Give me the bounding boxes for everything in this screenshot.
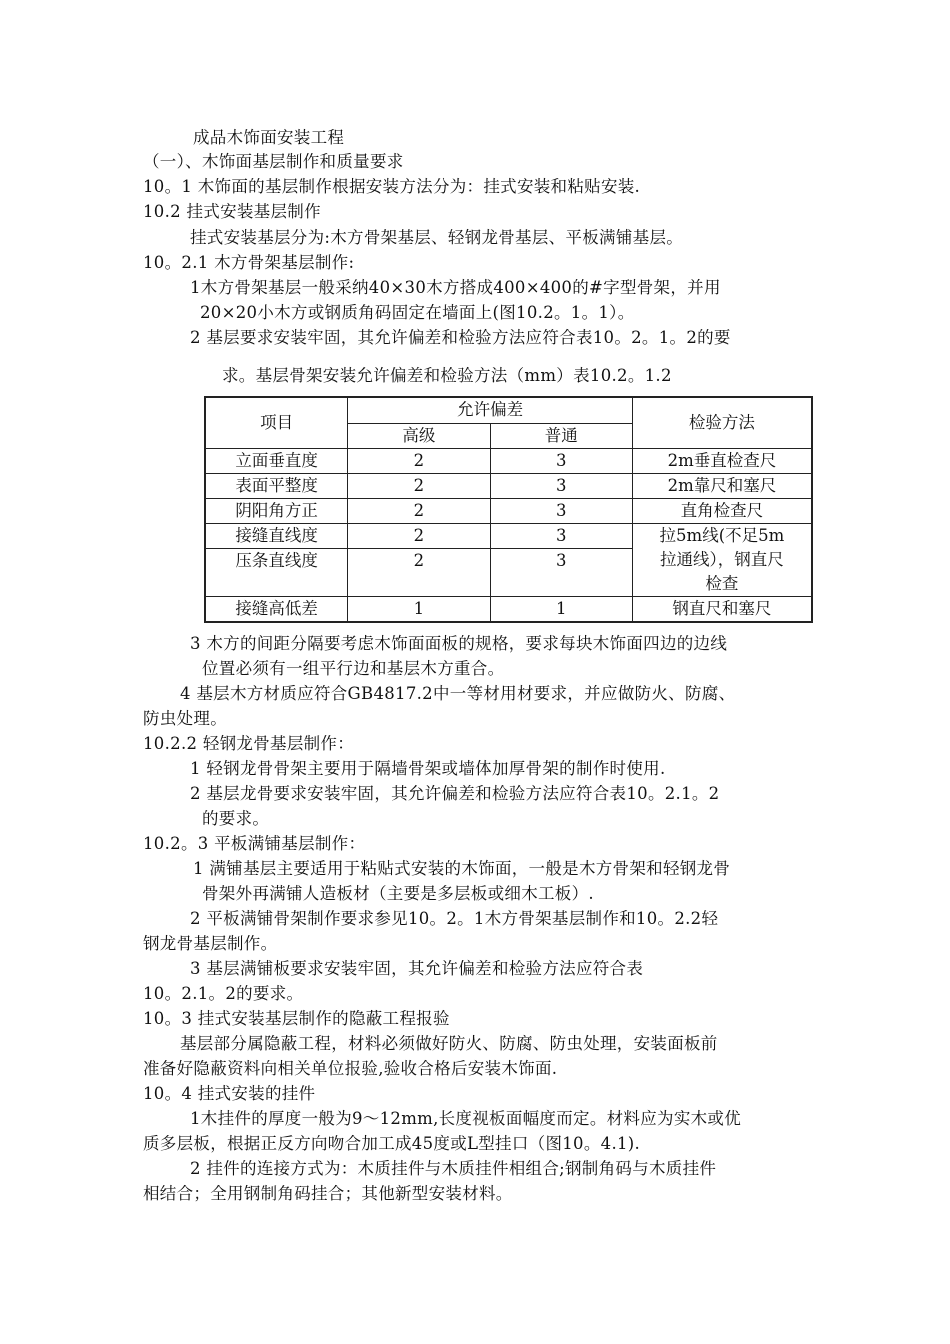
table-header-normal: 普通: [490, 423, 632, 448]
table-row: [205, 596, 812, 622]
table-cell-method: 2m靠尺和塞尺: [632, 473, 812, 498]
tolerance-table: [204, 396, 813, 623]
table-cell-method: 2m垂直检查尺: [632, 448, 812, 473]
table-header-item: 项目: [205, 397, 348, 448]
table-row: [205, 498, 812, 523]
table-header-high: 高级: [348, 423, 490, 448]
paragraph-line: 3 木方的间距分隔要考虑木饰面面板的规格，要求每块木饰面四边的边线: [190, 634, 728, 653]
table-cell-item: 压条直线度: [205, 548, 348, 596]
table-cell-normal: 3: [490, 498, 632, 523]
paragraph-line: 1木方骨架基层一般采纳40×30木方搭成400×400的#字型骨架，并用: [190, 278, 721, 297]
paragraph-line: 10。1 木饰面的基层制作根据安装方法分为：挂式安装和粘贴安装.: [143, 177, 641, 196]
paragraph-line: 10.2.2 轻钢龙骨基层制作：: [143, 734, 355, 753]
table-cell-high: 2: [348, 523, 490, 548]
paragraph-line: 2 平板满铺骨架制作要求参见10。2。1木方骨架基层制作和10。2.2轻: [190, 909, 719, 928]
table-cell-high: 1: [348, 596, 490, 622]
paragraph-line: 10.2 挂式安装基层制作: [143, 202, 321, 221]
table-cell-method: 直角检查尺: [632, 498, 812, 523]
table-header-method: 检验方法: [632, 397, 812, 448]
table-cell-method: 钢直尺和塞尺: [632, 596, 812, 622]
paragraph-line: 20×20小木方或钢质角码固定在墙面上(图10.2。1。1）。: [200, 303, 635, 322]
paragraph-line: 挂式安装基层分为:木方骨架基层、轻钢龙骨基层、平板满铺基层。: [190, 228, 684, 247]
table-row: [205, 448, 812, 473]
document-title: 成品木饰面安装工程: [193, 128, 345, 147]
paragraph-line: 质多层板，根据正反方向吻合加工成45度或L型挂口（图10。4.1).: [143, 1134, 641, 1153]
table-cell-item: 表面平整度: [205, 473, 348, 498]
table-caption: 求。基层骨架安装允许偏差和检验方法（mm）表10.2。1.2: [222, 366, 672, 385]
table-cell-method-merged: [632, 523, 812, 596]
paragraph-line: 10。4 挂式安装的挂件: [143, 1084, 316, 1103]
paragraph-line: 1 轻钢龙骨骨架主要用于隔墙骨架或墙体加厚骨架的制作时使用.: [190, 759, 666, 778]
table-cell-item: 接缝直线度: [205, 523, 348, 548]
paragraph-line: 的要求。: [202, 809, 270, 828]
paragraph-line: 10。3 挂式安装基层制作的隐蔽工程报验: [143, 1009, 450, 1028]
table-header-tolerance: 允许偏差: [348, 397, 633, 423]
paragraph-line: 3 基层满铺板要求安装牢固，其允许偏差和检验方法应符合表: [190, 959, 644, 978]
paragraph-line: 位置必须有一组平行边和基层木方重合。: [202, 659, 505, 678]
paragraph-line: 防虫处理。: [143, 709, 227, 728]
table-cell-high: 2: [348, 473, 490, 498]
paragraph-line: 10。2.1 木方骨架基层制作:: [143, 253, 355, 272]
table-cell-high: 2: [348, 498, 490, 523]
table-cell-item: 阴阳角方正: [205, 498, 348, 523]
table-cell-item: 立面垂直度: [205, 448, 348, 473]
paragraph-line: 2 基层要求安装牢固，其允许偏差和检验方法应符合表10。2。1。2的要: [190, 328, 731, 347]
paragraph-line: 骨架外再满铺人造板材（主要是多层板或细木工板）.: [202, 884, 594, 903]
table-cell-normal: 3: [490, 548, 632, 596]
paragraph-line: 2 基层龙骨要求安装牢固，其允许偏差和检验方法应符合表10。2.1。2: [190, 784, 720, 803]
merged-method-line: 拉通线），钢直尺: [660, 549, 784, 569]
merged-method-line: 检查: [705, 573, 739, 593]
paragraph-line: 基层部分属隐蔽工程，材料必须做好防火、防腐、防虫处理，安装面板前: [180, 1034, 718, 1053]
table-cell-normal: 3: [490, 523, 632, 548]
table-cell-normal: 3: [490, 473, 632, 498]
paragraph-line: 10.2。3 平板满铺基层制作：: [143, 834, 366, 853]
paragraph-line: 钢龙骨基层制作。: [143, 934, 278, 953]
table-cell-normal: 3: [490, 448, 632, 473]
table-row: [205, 473, 812, 498]
merged-method-line: 拉5m线(不足5m: [659, 525, 785, 545]
paragraph-line: 相结合；全用钢制角码挂合；其他新型安装材料。: [143, 1184, 513, 1203]
paragraph-line: 10。2.1。2的要求。: [143, 984, 304, 1003]
paragraph-line: 1 满铺基层主要适用于粘贴式安装的木饰面，一般是木方骨架和轻钢龙骨: [193, 859, 731, 878]
paragraph-line: 准备好隐蔽资料向相关单位报验,验收合格后安装木饰面.: [143, 1059, 558, 1078]
table-cell-normal: 1: [490, 596, 632, 622]
table-cell-item: 接缝高低差: [205, 596, 348, 622]
paragraph-line: 4 基层木方材质应符合GB4817.2中一等材用材要求，并应做防火、防腐、: [180, 684, 736, 703]
section-heading: （一）、木饰面基层制作和质量要求: [143, 152, 404, 171]
table-cell-high: 2: [348, 448, 490, 473]
paragraph-line: 1木挂件的厚度一般为9～12mm,长度视板面幅度而定。材料应为实木或优: [190, 1109, 742, 1128]
table-cell-high: 2: [348, 548, 490, 596]
table-row: [205, 523, 812, 548]
paragraph-line: 2 挂件的连接方式为：木质挂件与木质挂件相组合;钢制角码与木质挂件: [190, 1159, 717, 1178]
